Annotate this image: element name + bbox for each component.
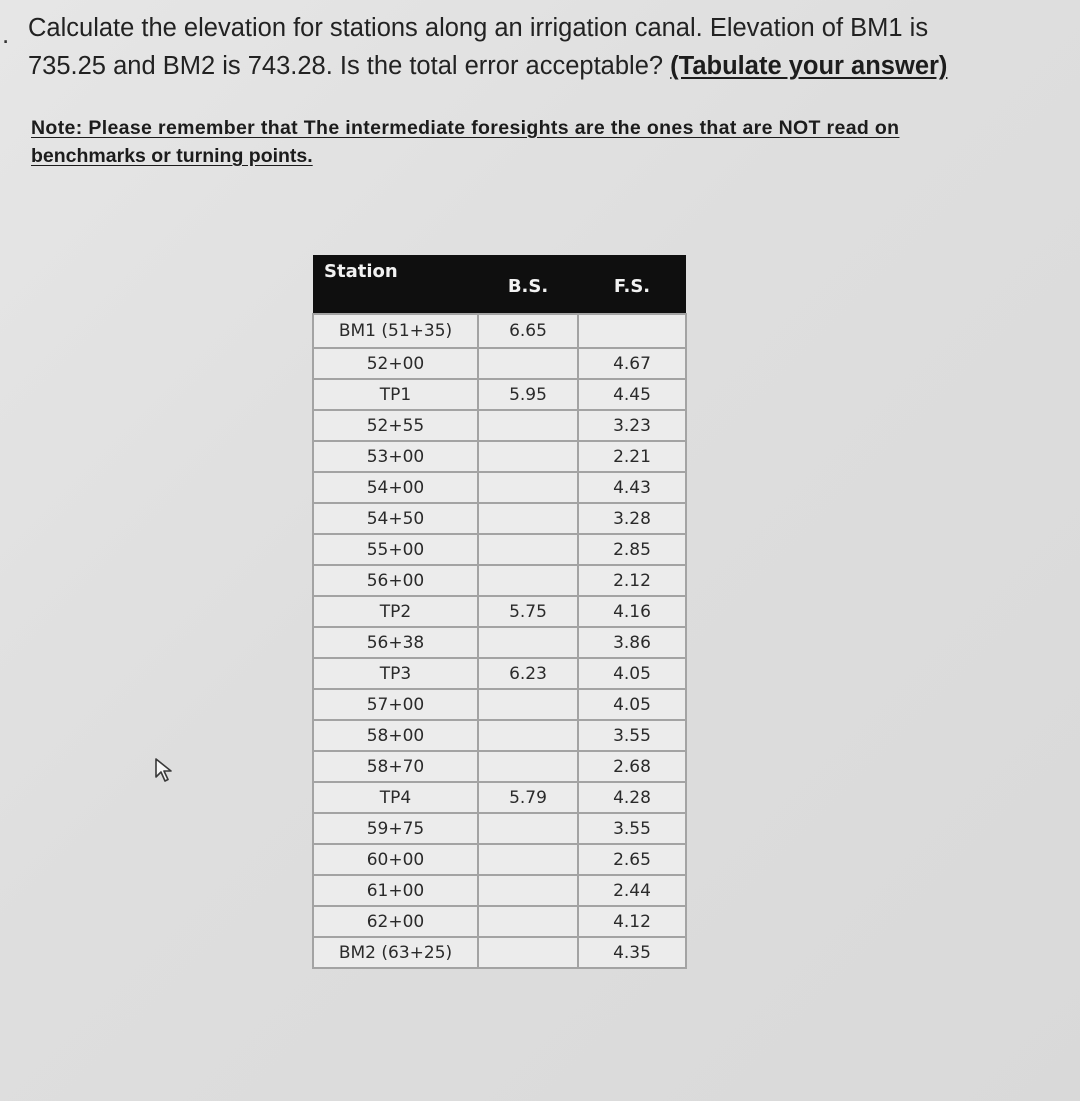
cell-fs: 3.28 — [578, 503, 686, 534]
cell-bs: 5.95 — [478, 379, 578, 410]
cell-station: TP1 — [313, 379, 478, 410]
cell-fs: 4.16 — [578, 596, 686, 627]
table-row — [313, 813, 686, 844]
question-line-2 — [28, 52, 947, 81]
cell-station: 59+75 — [313, 813, 478, 844]
cell-station: 58+00 — [313, 720, 478, 751]
table-row — [313, 720, 686, 751]
cell-bs — [478, 906, 578, 937]
cell-fs: 2.65 — [578, 844, 686, 875]
cell-station: TP4 — [313, 782, 478, 813]
level-table-grid — [312, 255, 687, 969]
cell-bs — [478, 720, 578, 751]
table-row — [313, 565, 686, 596]
cell-station: 52+00 — [313, 348, 478, 379]
note-line-2: benchmarks or turning points. — [31, 145, 313, 167]
cell-bs — [478, 441, 578, 472]
cell-bs: 5.75 — [478, 596, 578, 627]
cell-bs — [478, 844, 578, 875]
cell-bs — [478, 689, 578, 720]
table-body — [313, 314, 686, 968]
table-row — [313, 937, 686, 968]
question-line-1: Calculate the elevation for stations along an irrigation canal. Elevation of BM1 is — [28, 14, 929, 42]
table-row — [313, 875, 686, 906]
table-row — [313, 751, 686, 782]
table-row — [313, 348, 686, 379]
cell-bs — [478, 534, 578, 565]
table-row — [313, 596, 686, 627]
cell-bs — [478, 937, 578, 968]
cell-fs: 4.05 — [578, 689, 686, 720]
table-row — [313, 472, 686, 503]
cell-station: 55+00 — [313, 534, 478, 565]
cell-fs: 4.05 — [578, 658, 686, 689]
cell-fs: 2.68 — [578, 751, 686, 782]
table-row — [313, 314, 686, 348]
question-line-2-text: 735.25 and BM2 is 743.28. Is the total error acceptable? — [28, 52, 671, 80]
cell-bs: 6.65 — [478, 314, 578, 348]
cell-station: 53+00 — [313, 441, 478, 472]
cell-bs: 5.79 — [478, 782, 578, 813]
cell-station: 54+00 — [313, 472, 478, 503]
table-row — [313, 906, 686, 937]
table-row — [313, 379, 686, 410]
cell-station: 58+70 — [313, 751, 478, 782]
header-station: Station — [313, 255, 478, 314]
tabulate-instruction: (Tabulate your answer) — [670, 52, 948, 80]
cell-station: 56+00 — [313, 565, 478, 596]
cell-fs: 4.35 — [578, 937, 686, 968]
cell-bs — [478, 348, 578, 379]
cell-bs — [478, 472, 578, 503]
cell-station: 61+00 — [313, 875, 478, 906]
table-row — [313, 534, 686, 565]
cell-bs — [478, 627, 578, 658]
cell-fs: 3.86 — [578, 627, 686, 658]
cell-fs: 2.85 — [578, 534, 686, 565]
table-header-row — [313, 255, 686, 314]
cell-fs: 3.23 — [578, 410, 686, 441]
cell-station: BM2 (63+25) — [313, 937, 478, 968]
cell-bs — [478, 565, 578, 596]
cell-station: TP3 — [313, 658, 478, 689]
table-row — [313, 627, 686, 658]
table-row — [313, 782, 686, 813]
cell-fs: 2.21 — [578, 441, 686, 472]
cell-station: 62+00 — [313, 906, 478, 937]
table-row — [313, 844, 686, 875]
note-line-1: Note: Please remember that The intermediate foresights are the ones that are NOT read on — [31, 117, 900, 139]
cell-fs: 3.55 — [578, 720, 686, 751]
cell-fs: 3.55 — [578, 813, 686, 844]
question-bullet: . — [2, 19, 10, 49]
table-row — [313, 410, 686, 441]
table-row — [313, 689, 686, 720]
cell-station: 56+38 — [313, 627, 478, 658]
header-bs: B.S. — [478, 255, 578, 314]
mouse-pointer-icon — [154, 757, 176, 783]
cell-station: 57+00 — [313, 689, 478, 720]
cell-fs: 4.12 — [578, 906, 686, 937]
cell-fs: 2.44 — [578, 875, 686, 906]
table-row — [313, 658, 686, 689]
cell-fs: 2.12 — [578, 565, 686, 596]
cell-station: 54+50 — [313, 503, 478, 534]
cell-bs — [478, 751, 578, 782]
cell-fs: 4.45 — [578, 379, 686, 410]
table-row — [313, 441, 686, 472]
cell-fs — [578, 314, 686, 348]
header-fs: F.S. — [578, 255, 686, 314]
level-table — [312, 255, 687, 969]
table-row — [313, 503, 686, 534]
cell-bs — [478, 875, 578, 906]
cell-bs — [478, 503, 578, 534]
cell-fs: 4.43 — [578, 472, 686, 503]
cell-fs: 4.28 — [578, 782, 686, 813]
cell-station: 60+00 — [313, 844, 478, 875]
cell-station: BM1 (51+35) — [313, 314, 478, 348]
cell-bs — [478, 813, 578, 844]
cell-bs: 6.23 — [478, 658, 578, 689]
cell-bs — [478, 410, 578, 441]
cell-fs: 4.67 — [578, 348, 686, 379]
cell-station: TP2 — [313, 596, 478, 627]
cell-station: 52+55 — [313, 410, 478, 441]
